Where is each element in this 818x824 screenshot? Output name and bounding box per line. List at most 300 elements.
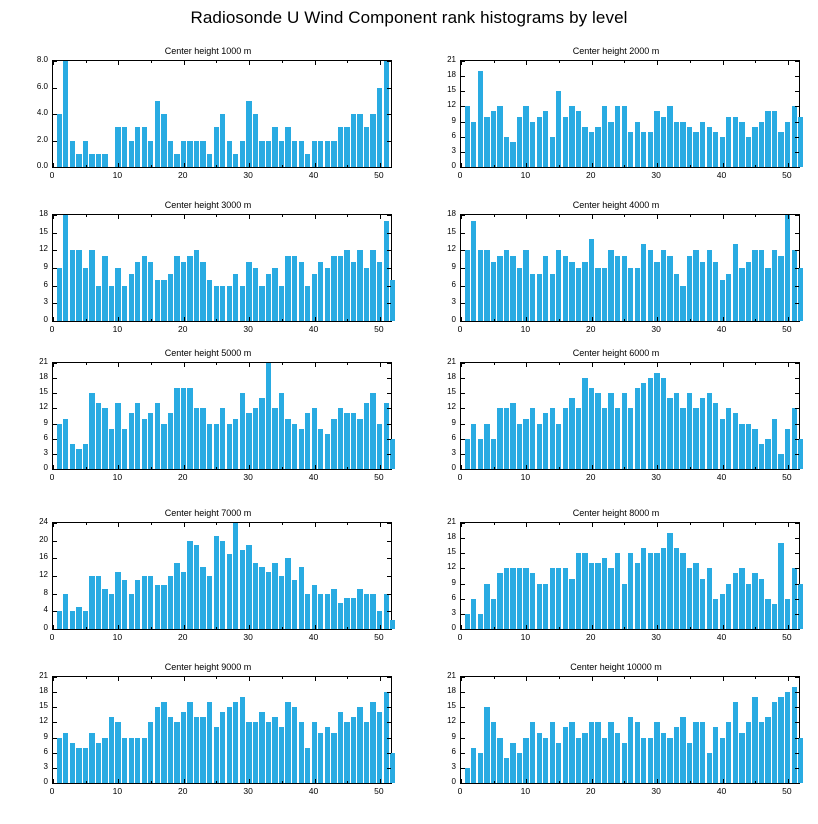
bar [384,61,389,167]
x-tick-label: 40 [716,632,727,642]
chart-panel [416,508,816,656]
bar [693,132,698,167]
plot-area [460,362,800,470]
bar [733,413,738,469]
bar [344,127,349,167]
bar [155,101,160,167]
bar [168,413,173,469]
panel-title: Center height 1000 m [164,46,252,56]
bar [364,127,369,167]
bar [648,250,653,321]
x-tick-label: 50 [782,472,792,482]
y-tick-label: 3 [43,297,48,307]
bar-series [461,363,799,469]
y-tick-label: 20 [39,534,48,544]
bar [109,717,114,783]
bar [63,594,68,629]
bar [595,393,600,469]
bar [214,286,219,321]
bar [135,738,140,783]
bar [765,111,770,167]
x-tick-label: 20 [586,170,596,180]
bar [739,424,744,469]
x-tick-label: 30 [243,170,253,180]
bar [785,692,790,783]
bar [331,256,336,321]
bar [57,268,62,321]
bar [648,738,653,783]
bar [174,563,179,629]
bar [122,429,127,469]
bar [491,722,496,783]
bar [576,268,581,321]
bar [187,388,192,469]
bar [726,408,731,469]
bar [168,576,173,629]
x-tick-label: 40 [308,786,319,796]
bar [325,141,330,168]
bar [220,541,225,629]
bar [240,393,245,469]
bar [589,239,594,321]
y-tick-label: 12 [39,570,48,579]
y-tick-label: 9 [451,577,456,587]
bar [299,722,304,783]
bar [148,141,153,168]
bar [569,398,574,469]
bar [648,132,653,167]
y-tick [461,469,465,470]
bar [615,733,620,783]
y-tick-label: 9 [43,731,48,741]
x-tick-label: 30 [651,632,661,642]
x-tick-label: 30 [243,632,253,642]
y-tick-label: 21 [447,671,456,680]
y-tick-label: 21 [39,671,48,680]
bar [602,738,607,783]
bar [576,738,581,783]
panel-title: Center height 2000 m [572,46,660,56]
bar [530,274,535,321]
bar [220,408,225,469]
bar [266,363,271,469]
bar [465,614,470,629]
bar [96,403,101,469]
x-tick-label: 10 [520,786,531,796]
bar [523,738,528,783]
bar [63,733,68,783]
bar [299,141,304,168]
bar [772,702,777,783]
y-tick-label: 3 [43,447,48,457]
bar [312,722,317,783]
bar [635,268,640,321]
bar [279,727,284,783]
bar [83,444,88,469]
bar [299,262,304,321]
bar [484,707,489,783]
y-tick-label: 24 [39,517,48,526]
bar [608,122,613,167]
x-tick-label: 20 [178,324,188,334]
bar [338,256,343,321]
bar [89,250,94,321]
bar [543,256,548,321]
y-tick-label: 15 [447,701,456,711]
bar [543,584,548,629]
bar [635,388,640,469]
bar [181,262,186,321]
bar [582,262,587,321]
bar [792,250,797,321]
bar [733,244,738,321]
bar [325,727,330,783]
bar [523,250,528,321]
bar [778,256,783,321]
x-tick-label: 40 [716,472,727,482]
bar [312,408,317,469]
bar [233,419,238,469]
y-tick [795,469,799,470]
bar [491,111,496,167]
plot-area [460,676,800,784]
y-tick-label: 21 [447,55,456,64]
bar [582,733,587,783]
bar [220,114,225,167]
bar [778,697,783,783]
bar [305,154,310,167]
bar [563,256,568,321]
bar [543,413,548,469]
plot-area [52,676,392,784]
bar [181,572,186,629]
bar [759,722,764,783]
bar [667,256,672,321]
y-tick-label: 0 [451,315,456,324]
bar [654,722,659,783]
bar [523,419,528,469]
x-tick-label: 40 [716,324,727,334]
bar [687,127,692,167]
bar [129,274,134,321]
bar [377,88,382,168]
y-tick-label: 6 [43,279,48,289]
bar [135,262,140,321]
bar-series [461,61,799,167]
bar [253,408,258,469]
bar [484,250,489,321]
bar [129,738,134,783]
bar [370,702,375,783]
chart-panel [8,46,408,194]
bar [595,722,600,783]
y-tick-label: 8 [43,587,48,597]
bar [648,378,653,469]
bar [200,717,205,783]
bar [351,717,356,783]
bar [589,388,594,469]
x-tick-label: 10 [520,632,531,642]
bar [331,419,336,469]
bar [331,141,336,168]
bar [148,413,153,469]
bar [83,748,88,783]
bar [648,553,653,629]
bar [491,262,496,321]
bar [478,250,483,321]
y-tick-label: 12 [39,244,48,254]
y-tick [387,321,391,322]
bar [285,558,290,629]
bar [292,256,297,321]
bar [635,563,640,629]
bar [589,132,594,167]
bar [720,137,725,167]
bar [641,383,646,469]
y-tick-label: 0 [451,623,456,632]
bar [667,738,672,783]
bar [720,280,725,321]
bar [759,579,764,629]
bar [194,250,199,321]
bar [174,154,179,167]
bar [390,620,395,629]
y-tick-label: 0 [43,623,48,632]
y-tick [387,167,391,168]
bar [693,408,698,469]
bar [200,262,205,321]
bar [83,611,88,629]
y-tick-label: 12 [447,402,456,412]
bar [253,268,258,321]
bar [227,424,232,469]
bar [726,584,731,629]
x-tick-label: 0 [457,472,463,482]
bar [161,114,166,167]
y-tick-label: 12 [39,716,48,726]
bar [641,548,646,629]
bar [543,111,548,167]
bar [109,286,114,321]
bar [142,127,147,167]
bar [504,568,509,629]
bar [569,579,574,629]
chart-panel [8,200,408,348]
y-tick-label: 0 [451,463,456,472]
y-tick [53,629,57,630]
bar [707,568,712,629]
bar [550,568,555,629]
bar [674,548,679,629]
bar [370,250,375,321]
bar [720,594,725,629]
bar [312,274,317,321]
bar [484,117,489,167]
bar [272,408,277,469]
bar [628,553,633,629]
x-tick-label: 0 [49,786,55,796]
bar [325,268,330,321]
bar [654,553,659,629]
bar [556,91,561,167]
y-tick-label: 3 [451,761,456,771]
y-tick-label: 15 [447,226,456,236]
y-tick-label: 3 [451,145,456,155]
bar [589,722,594,783]
bar [713,599,718,629]
bar [351,413,356,469]
bar [765,599,770,629]
bar [390,280,395,321]
bar [285,256,290,321]
y-tick-label: 0.0 [36,161,48,170]
bar [661,548,666,629]
bar [57,611,62,629]
bar [155,585,160,629]
bar [667,106,672,167]
bar [344,250,349,321]
x-tick-label: 40 [716,786,727,796]
x-tick-label: 0 [49,170,55,180]
bar [109,429,114,469]
bar [792,568,797,629]
chart-panel [416,348,816,496]
bar [331,733,336,783]
bar [792,687,797,783]
bar [680,553,685,629]
x-tick-label: 10 [112,786,123,796]
y-tick-label: 9 [451,417,456,427]
y-tick-label: 18 [447,209,456,218]
y-tick-label: 12 [447,562,456,572]
bar [746,137,751,167]
bar [622,256,627,321]
bar [785,429,790,469]
bar-series [461,215,799,321]
bar [693,722,698,783]
y-tick-label: 0 [43,315,48,324]
bar [370,114,375,167]
bar [214,127,219,167]
bar [57,738,62,783]
bar [299,429,304,469]
y-tick [795,321,799,322]
bar [181,712,186,783]
y-tick [387,469,391,470]
panel-title: Center height 6000 m [572,348,660,358]
bar [707,393,712,469]
bar [318,262,323,321]
bar [377,712,382,783]
plot-area [52,362,392,470]
bar [96,576,101,629]
bar [680,717,685,783]
x-tick-label: 0 [49,472,55,482]
bar [654,262,659,321]
bar-series [461,677,799,783]
bar [471,748,476,783]
bar [622,584,627,629]
bar [654,373,659,469]
bar [325,594,330,629]
plot-area [52,60,392,168]
x-tick-label: 10 [520,472,531,482]
x-tick-label: 0 [457,324,463,334]
bar [739,733,744,783]
bar [63,419,68,469]
bar [654,111,659,167]
x-tick-label: 0 [457,632,463,642]
y-tick-label: 6 [451,130,456,140]
bar [746,262,751,321]
bar [576,553,581,629]
bar [266,722,271,783]
bar [563,117,568,167]
bar [279,576,284,629]
y-tick-label: 0 [451,777,456,786]
y-tick [795,167,799,168]
bar [667,533,672,629]
bar [57,114,62,167]
bar [537,117,542,167]
x-tick-label: 50 [374,324,384,334]
bar [707,753,712,783]
x-tick-label: 10 [520,324,531,334]
bar [109,594,114,629]
x-tick-label: 40 [308,472,319,482]
bar [246,413,251,469]
bar [181,388,186,469]
bar [746,584,751,629]
bar [510,568,515,629]
bar [517,117,522,167]
bar [726,274,731,321]
bar [266,274,271,321]
bar [667,398,672,469]
x-tick-label: 50 [782,632,792,642]
bar [70,611,75,629]
chart-panel [416,46,816,194]
bar [798,584,803,629]
bar [351,114,356,167]
bar [622,743,627,783]
y-tick-label: 15 [447,387,456,397]
x-tick-label: 40 [308,632,319,642]
bar [96,154,101,167]
bar [331,589,336,629]
x-tick-label: 20 [178,472,188,482]
bar [200,141,205,168]
bar [384,692,389,783]
y-tick-label: 6 [43,432,48,442]
bar [292,580,297,629]
bar [523,106,528,167]
bar [707,250,712,321]
bar [240,550,245,630]
bar [384,221,389,321]
bar [246,262,251,321]
chart-panel [8,662,408,810]
bar [102,256,107,321]
bar [465,768,470,783]
page-title: Radiosonde U Wind Component rank histograms by level [190,8,628,27]
plot-area [52,522,392,630]
bar [517,268,522,321]
bar [641,738,646,783]
bar [595,563,600,629]
bar [279,286,284,321]
bar [240,697,245,783]
